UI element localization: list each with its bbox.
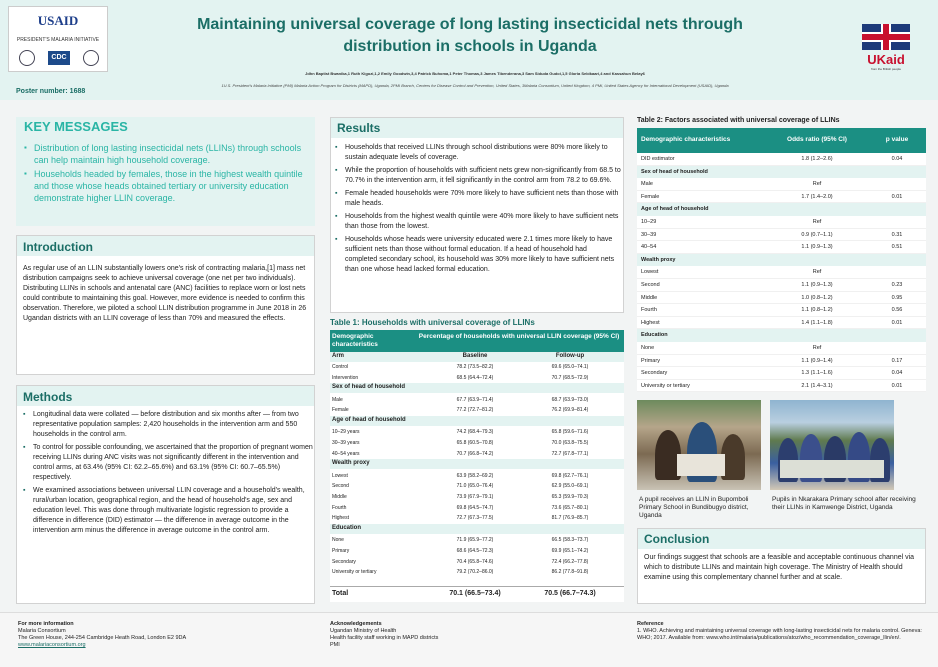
footer-info-address: The Green House, 244-254 Cambridge Heath Road, London E2 9DA [18, 635, 187, 641]
table2-row [637, 279, 926, 292]
footer-info-url-link[interactable]: www.malariaconsortium.org [18, 642, 86, 648]
poster-number: Poster number: 1688 [16, 88, 86, 95]
table1-row [330, 427, 624, 437]
table1-cell-followup: 70.7 (68.5–72.9) [551, 374, 589, 381]
footer-info-org: Malaria Consortium [18, 628, 66, 634]
table1-group-header [330, 524, 624, 534]
table1-cell-label: Control [332, 364, 349, 370]
table2-cell-characteristic: Female [641, 193, 660, 200]
table1-subheader-baseline: Baseline [462, 353, 488, 359]
table1-cell-label: Middle [332, 493, 347, 500]
table1-row [330, 438, 624, 448]
table2-cell-characteristic: None [641, 345, 655, 351]
table1-total-row [330, 586, 624, 600]
results-item: ▪ Households whose heads were university educated were 2.1 times more likely to have sufficient nets than those without formal education. If a head of household had completed secondary school, its household was 30% more likely to have sufficient nets than one whose head lacked formal education. [335, 235, 621, 275]
table1-row [330, 362, 624, 372]
table2-group-header [637, 166, 926, 179]
table1-cell-label: Intervention [332, 374, 359, 381]
table2-row [637, 153, 926, 166]
title-line-2: distribution in schools in Uganda [343, 38, 597, 55]
table1-cell-baseline: 77.2 (72.7–81.2) [456, 407, 494, 414]
table2-cell-odds-ratio: 2.1 (1.4–3.1) [801, 382, 833, 389]
usaid-logo-text: USAID [37, 13, 79, 28]
table2-cell-p-value: 0.04 [891, 156, 903, 162]
table2-cell-characteristic: Fourth [641, 307, 657, 314]
table2-group-label: Sex of head of household [641, 168, 708, 175]
table1-cell-followup: 62.9 (55.0–69.1) [551, 483, 589, 490]
table2-cell-p-value: 0.95 [891, 294, 903, 301]
table2-header-characteristics: Demographic characteristics [641, 136, 731, 143]
table1-cell-followup: 66.5 (58.3–73.7) [551, 537, 589, 544]
table2-cell-characteristic: 30–39 [641, 231, 657, 238]
table1-cell-baseline: 65.8 (60.5–70.8) [456, 439, 494, 446]
table2-cell-p-value: 0.23 [891, 282, 903, 288]
introduction-title: Introduction [23, 240, 93, 254]
table1-cell-baseline: 70.7 (66.8–74.2) [456, 450, 494, 457]
footer-reference [637, 621, 927, 642]
table1-row [330, 535, 624, 545]
photo-pupil-receiving-llin [637, 400, 761, 490]
table1-cell-label: None [332, 537, 344, 544]
table1-cell-baseline: 68.5 (64.4–72.4) [456, 374, 494, 381]
table1-row [330, 513, 624, 523]
table2-group-header [637, 254, 926, 267]
table1-cell-baseline: 73.9 (67.9–79.1) [456, 493, 494, 500]
table2-cell-characteristic: Highest [641, 319, 660, 326]
table1-row [330, 373, 624, 383]
table1-group-header [330, 459, 624, 469]
table1-row [330, 471, 624, 481]
table2-row [637, 241, 926, 254]
table1-row [330, 546, 624, 556]
table1-cell-label: 30–39 years [332, 439, 360, 446]
table1-cell-baseline: 78.2 (73.5–82.2) [456, 364, 494, 370]
ukaid-logo [858, 24, 914, 80]
table2-row [637, 355, 926, 368]
methods-item: ▪ To control for possible confounding, we ascertained that the proportion of pregnant women receiving LLINs during ANC visits was not significantly different in the intervention and control arms, at 63.4% (95% CI: 62.2–65.6%) and 63.1% (95% CI: 60.7–65.5%) respectively. [23, 443, 313, 483]
table2-cell-characteristic: DID estimator [641, 156, 675, 162]
table2-row [637, 380, 926, 393]
table1 [330, 330, 624, 602]
table1-group-label: Education [332, 525, 362, 531]
footer-ack-item: Ugandan Ministry of Health [330, 628, 397, 634]
key-messages-title: KEY MESSAGES [24, 119, 128, 134]
table2-row [637, 191, 926, 204]
table1-cell-baseline: 69.8 (64.5–74.7) [456, 504, 494, 511]
table2-cell-characteristic: Second [641, 282, 660, 288]
table2-cell-odds-ratio: Ref [812, 269, 822, 276]
table2-cell-p-value: 0.04 [891, 370, 903, 377]
table1-total-baseline: 70.1 (66.5–73.4) [449, 590, 501, 597]
table1-cell-followup: 73.6 (65.7–80.1) [551, 504, 589, 511]
table1-group-header [330, 416, 624, 426]
table2-cell-odds-ratio: Ref [812, 181, 822, 188]
footer-ref-title: Reference [637, 621, 664, 627]
table2-cell-p-value: 0.56 [891, 307, 903, 314]
table1-header-coverage: Percentage of households with universal LLIN coverage (95% CI) [418, 333, 620, 340]
footer-ack-item: Health facility staff working in MAPD districts [330, 635, 439, 641]
photo-pupils-with-llins [770, 400, 894, 490]
table1-cell-baseline: 71.0 (65.0–76.4) [456, 483, 494, 490]
table2-group-label: Age of head of household [641, 206, 709, 213]
affiliations: 1U.S. President's Malaria Initiative (PMI) Malaria Action Program for Districts (MAPD), Uganda, 2PMI Branch, Centers for Disease Control and Prevention, United States, 3Malaria Consortium, United Kingdom, 4 PMI, United States Agency for International Development (USAID), Uganda [221, 83, 729, 88]
table2-cell-odds-ratio: 1.0 (0.8–1.2) [801, 294, 833, 301]
table2-row [637, 292, 926, 305]
table2-row [637, 216, 926, 229]
table1-cell-followup: 69.8 (62.7–76.1) [551, 472, 589, 479]
table1-cell-followup: 70.0 (63.8–75.5) [551, 439, 589, 446]
table2-group-label: Wealth proxy [641, 256, 676, 263]
table2-cell-odds-ratio: 1.1 (0.9–1.3) [801, 282, 833, 288]
footer-ack-title: Acknowledgements [330, 621, 382, 627]
table1-cell-followup: 86.2 (77.8–91.8) [551, 569, 589, 576]
methods-item: ▪ We examined associations between universal LLIN coverage and a household's wealth, rural/urban location, geographical region, and the head of household's age, sex and education level. This was done through multivariate logistic regression to provide a difference in difference (DID) estimator — the difference in average outcome in the intervention arm minus the difference in average outcome in the control arm. [23, 486, 313, 536]
table1-cell-label: University or tertiary [332, 569, 377, 576]
table2-header-odds-ratio: Odds ratio (95% CI) [787, 136, 847, 143]
table1-cell-label: 40–54 years [332, 450, 360, 457]
table2-cell-odds-ratio: 1.8 (1.2–2.6) [801, 156, 833, 162]
table1-cell-label: Highest [332, 515, 349, 522]
conclusion-title: Conclusion [644, 532, 710, 546]
introduction-panel [16, 235, 315, 375]
state-dept-seal-icon [83, 50, 99, 66]
table1-cell-baseline: 68.6 (64.5–72.3) [456, 547, 494, 554]
table1-row [330, 405, 624, 415]
photo-caption-2: Pupils in Nkarakara Primary school after receiving their LLINs in Kamwenge District, Uganda [772, 496, 916, 511]
results-item: ▪ Households from the highest wealth quintile were 40% more likely to have sufficient nets than those from the lowest. [335, 212, 621, 232]
footer-acknowledgements [330, 621, 620, 649]
usaid-logo [8, 6, 108, 72]
poster-header [0, 0, 938, 100]
table1-cell-baseline: 74.2 (68.4–79.3) [456, 429, 494, 436]
table1-cell-followup: 81.7 (76.9–85.7) [551, 515, 589, 522]
table1-subheader [330, 352, 624, 362]
table1-cell-baseline: 67.7 (63.9–71.4) [456, 396, 494, 403]
table2-group-header [637, 329, 926, 342]
table1-cell-label: Lowest [332, 472, 348, 479]
table1-total-label: Total [332, 590, 349, 597]
author-list: Jdhn Baptist Bwanika,1 Ruth Kigozi,1,2 Emily Goodwin,3,4 Patrick Buhoma,1 Peter Thomas,3 James Tibenderana,3 Sam Siduda Gudoi,1,5 Gloria Sebikaari,4 and Kassahun Belay6 [305, 71, 645, 76]
table2-row [637, 342, 926, 355]
key-messages-list [24, 142, 310, 206]
table2-header [637, 128, 926, 153]
table1-subheader-arm: Arm [332, 353, 345, 359]
table2-cell-odds-ratio: 0.9 (0.7–1.1) [801, 231, 833, 238]
table1-header [330, 330, 624, 352]
table1-cell-baseline: 72.7 (67.3–77.5) [456, 515, 494, 522]
table2-cell-characteristic: Lowest [641, 269, 659, 276]
table1-cell-followup: 72.4 (66.2–77.8) [551, 558, 589, 565]
methods-list [23, 410, 313, 539]
table2-cell-p-value: 0.17 [891, 357, 903, 364]
table1-total-followup: 70.5 (66.7–74.3) [544, 590, 596, 597]
table2-row [637, 178, 926, 191]
table1-cell-followup: 69.6 (65.0–74.1) [551, 364, 589, 370]
table2-cell-characteristic: Middle [641, 294, 658, 301]
table1-row [330, 503, 624, 513]
table1-cell-followup: 68.7 (63.9–73.0) [551, 396, 589, 403]
table2-cell-characteristic: University or tertiary [641, 382, 690, 389]
introduction-text: As regular use of an LLIN substantially lowers one's risk of contracting malaria,[1] mass net distribution campaigns seek to achieve universal coverage (one net per two individuals). Distributing LLINs in schools and antenatal care (ANC) facilities to replace worn or lost nets could contribute to maintaining this goal. However, more evidence is needed to confirm this observation. Therefore, we piloted a school LLIN distribution programme in June 2018 in 26 Ugandan districts with an LLIN coverage of less than 70% and measured the effects. [23, 265, 307, 322]
table2-group-header [637, 203, 926, 216]
table1-cell-followup: 65.8 (59.6–71.6) [551, 429, 589, 436]
footer-ack-item: PMI [330, 642, 340, 648]
table2-cell-odds-ratio: Ref [812, 219, 822, 225]
table2-cell-characteristic: 40–54 [641, 244, 657, 251]
table1-cell-baseline: 71.9 (65.9–77.2) [456, 537, 494, 544]
poster-title [130, 14, 810, 58]
table1-cell-followup: 65.3 (59.9–70.3) [551, 493, 589, 500]
methods-title: Methods [23, 390, 73, 404]
table1-row [330, 557, 624, 567]
table2-cell-odds-ratio: 1.1 (0.9–1.4) [801, 357, 833, 364]
table2-cell-characteristic: 10–29 [641, 219, 657, 225]
table1-subheader-followup: Follow-up [555, 353, 585, 359]
table1-header-characteristics: Demographic characteristics [332, 333, 378, 348]
table2-cell-p-value: 0.01 [891, 319, 903, 326]
table1-row [330, 395, 624, 405]
table2-row [637, 229, 926, 242]
table2-row [637, 266, 926, 279]
key-message-item: ▪ Distribution of long lasting insecticidal nets (LLINs) through schools can help maintain high household coverage. [24, 142, 310, 166]
table2-group-label: Education [641, 332, 668, 339]
table1-cell-label: Fourth [332, 504, 347, 511]
results-title: Results [337, 121, 381, 135]
table1-cell-followup: 72.7 (67.8–77.1) [551, 450, 589, 457]
table1-cell-baseline: 79.2 (70.2–86.0) [456, 569, 494, 576]
table1-group-header [330, 383, 624, 393]
table2-cell-p-value: 0.51 [891, 244, 903, 251]
title-line-1: Maintaining universal coverage of long lasting insecticidal nets through [197, 16, 743, 33]
table1-row [330, 449, 624, 459]
table2-cell-odds-ratio: 1.3 (1.1–1.6) [801, 370, 833, 377]
table2-cell-characteristic: Male [641, 181, 653, 188]
key-messages-panel [16, 117, 315, 226]
table2-cell-p-value: 0.31 [891, 231, 903, 238]
hhs-seal-icon [19, 50, 35, 66]
union-flag-icon [862, 24, 910, 50]
footer-ref-text: 1. WHO. Achieving and maintaining universal coverage with long-lasting insecticidal nets for malaria control. Geneva: WHO; 2017. Available from: www.who.int/malaria/publications/atoz/who_recommendation_coverage_llin/en/. [637, 628, 922, 641]
table1-row [330, 567, 624, 577]
table2-header-p-value: p value [885, 136, 909, 143]
table2-cell-odds-ratio: 1.7 (1.4–2.0) [801, 193, 833, 200]
results-item: ▪ Female headed households were 70% more likely to have sufficient nets than those with male heads. [335, 189, 621, 209]
conclusion-text: Our findings suggest that schools are a feasible and acceptable continuous channel via which to distribute LLINs and maintain high coverage. The Ministry of Health should examine using this complementary channel further and at scale. [644, 554, 915, 581]
ukaid-subtitle: from the British people [870, 67, 901, 71]
table1-cell-label: 10–29 years [332, 429, 360, 436]
table1-cell-label: Primary [332, 547, 350, 554]
table1-cell-followup: 69.9 (65.1–74.2) [551, 547, 589, 554]
photo-caption-1: A pupil receives an LLIN in Bupomboli Primary School in Bundibugyo district, Uganda [639, 496, 749, 519]
table2-row [637, 317, 926, 330]
footer-more-info [18, 621, 308, 649]
table1-cell-baseline: 70.4 (65.8–74.6) [456, 558, 494, 565]
table1-cell-label: Secondary [332, 558, 356, 565]
results-item: ▪ While the proportion of households with sufficient nets grew non-significantly from 68.5 to 70.7% in the intervention arm, it fell significantly in the control arm from 78.2 to 69.6%. [335, 166, 621, 186]
table1-cell-label: Female [332, 407, 349, 414]
table2-title: Table 2: Factors associated with universal coverage of LLINs [637, 117, 840, 124]
pmi-logo-text: PRESIDENT'S MALARIA INITIATIVE [16, 37, 100, 43]
table1-cell-followup: 76.2 (69.9–81.4) [551, 407, 589, 414]
conclusion-panel [637, 528, 926, 604]
table2-cell-characteristic: Secondary [641, 370, 668, 377]
key-message-item: ▪ Households headed by females, those in the highest wealth quintile and those whose heads obtained tertiary or university education demonstrate higher LLIN coverage. [24, 168, 310, 204]
table2-cell-p-value: 0.01 [891, 193, 903, 200]
table2-cell-odds-ratio: 1.1 (0.8–1.2) [801, 307, 833, 314]
table1-cell-label: Second [332, 483, 349, 490]
table1-row [330, 492, 624, 502]
table1-group-label: Wealth proxy [332, 460, 370, 467]
table2-row [637, 304, 926, 317]
results-list [335, 143, 621, 278]
results-panel [330, 117, 624, 313]
results-item: ▪ Households that received LLINs through school distributions were 80% more likely to sustain adequate levels of coverage. [335, 143, 621, 163]
table2-cell-odds-ratio: Ref [812, 345, 822, 351]
table2 [637, 128, 926, 391]
table1-cell-baseline: 63.9 (58.2–69.2) [456, 472, 494, 479]
table1-title: Table 1: Households with universal coverage of LLINs [330, 318, 535, 327]
table2-cell-odds-ratio: 1.4 (1.1–1.8) [801, 319, 833, 326]
table1-group-label: Age of head of household [332, 417, 406, 423]
methods-panel [16, 385, 315, 604]
table2-cell-p-value: 0.01 [891, 382, 903, 389]
ukaid-logo-text: UKaid [867, 52, 905, 67]
cdc-logo: CDC [48, 51, 70, 65]
table1-row [330, 481, 624, 491]
table2-cell-odds-ratio: 1.1 (0.9–1.3) [801, 244, 833, 251]
poster-footer [0, 612, 938, 667]
table1-cell-label: Male [332, 396, 343, 403]
footer-info-title: For more information [18, 621, 74, 627]
table2-cell-characteristic: Primary [641, 357, 660, 364]
table2-row [637, 367, 926, 380]
methods-item: ▪ Longitudinal data were collated — before distribution and six months after — from two representative population samples: 2,420 households in the intervention arm and 550 households in the control arm. [23, 410, 313, 440]
table1-group-label: Sex of head of household [332, 384, 406, 391]
